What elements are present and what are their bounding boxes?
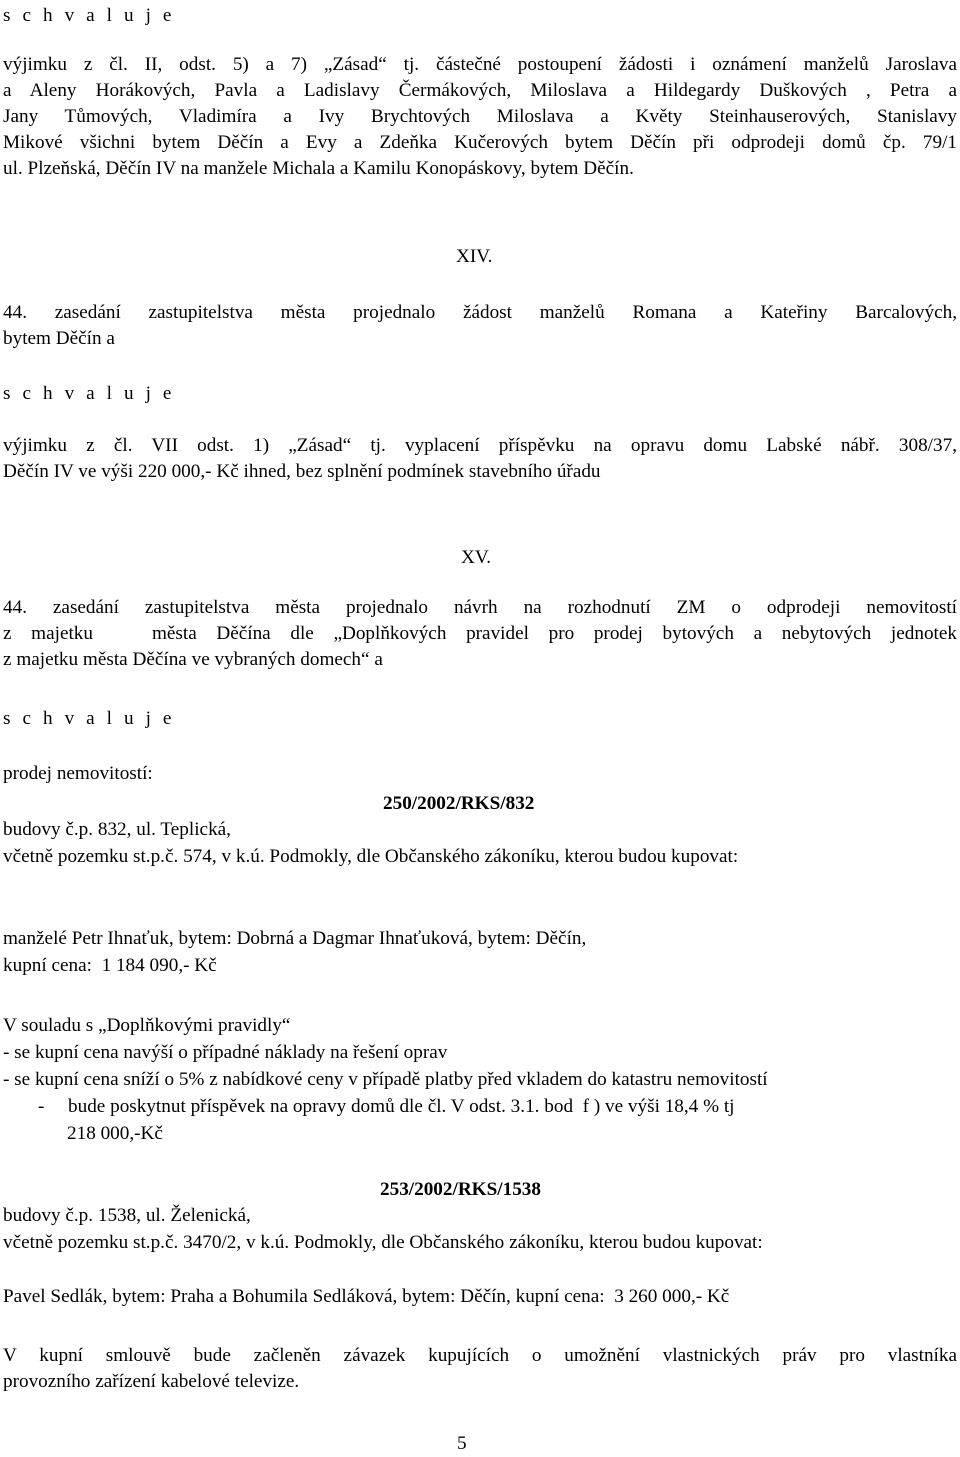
- schvaluje-label-top: s c h v a l u j e: [3, 5, 176, 26]
- property-2-reference: 253/2002/RKS/1538: [380, 1179, 541, 1200]
- property-1-reference: 250/2002/RKS/832: [383, 793, 535, 814]
- property-1-rule-1: - se kupní cena navýší o případné náklady na řešení oprav: [3, 1042, 448, 1063]
- property-1-price: kupní cena: 1 184 090,- Kč: [3, 955, 217, 976]
- section-xiv-intro: [3, 300, 957, 352]
- section-heading-xv: XV.: [461, 547, 492, 568]
- section-xiv-decision-line: Děčín IV ve výši 220 000,- Kč ihned, bez splnění podmínek stavebního úřadu: [3, 461, 601, 482]
- section-xv-intro: [3, 595, 957, 673]
- sale-label: prodej nemovitostí:: [3, 763, 153, 784]
- property-2-note: [3, 1343, 957, 1395]
- section-xv-intro-line: z majetku města Děčína dle „Doplňkových pravidel pro prodej bytových a nebytových jednotek: [3, 623, 957, 644]
- section-xiv-decision: [3, 433, 957, 485]
- section-xiv-decision-line: výjimku z čl. VII odst. 1) „Zásad“ tj. vyplacení příspěvku na opravu domu Labské nábř. 308/37,: [3, 435, 957, 456]
- property-1-buyers: manželé Petr Ihnaťuk, bytem: Dobrná a Dagmar Ihnaťuková, bytem: Děčín,: [3, 928, 587, 949]
- property-1-rule-3-amount: 218 000,-Kč: [67, 1123, 163, 1144]
- property-1-rule-3-text: bude poskytnut příspěvek na opravy domů dle čl. V odst. 3.1. bod f ) ve výši 18,4 % tj: [68, 1096, 735, 1117]
- schvaluje-label-xv: s c h v a l u j e: [3, 708, 176, 729]
- section-xv-intro-line: 44. zasedání zastupitelstva města projednalo návrh na rozhodnutí ZM o odprodeji nemovitostí: [3, 597, 957, 618]
- property-1-rule-2: - se kupní cena sníží o 5% z nabídkové ceny v případě platby před vkladem do katastru nemovitostí: [3, 1069, 768, 1090]
- schvaluje-label-xiv: s c h v a l u j e: [3, 383, 176, 404]
- page-number: 5: [457, 1433, 467, 1454]
- item-xiii-text: [3, 52, 957, 182]
- item-xiii-line: ul. Plzeňská, Děčín IV na manžele Michala a Kamilu Konopáskovy, bytem Děčín.: [3, 158, 634, 179]
- property-1-rules-intro: V souladu s „Doplňkovými pravidly“: [3, 1015, 291, 1036]
- property-1-building: budovy č.p. 832, ul. Teplická,: [3, 819, 231, 840]
- property-2-buyers: Pavel Sedlák, bytem: Praha a Bohumila Sedláková, bytem: Děčín, kupní cena: 3 260 000,- Kč: [3, 1286, 730, 1307]
- section-xiv-intro-line: 44. zasedání zastupitelstva města projednalo žádost manželů Romana a Kateřiny Barcalových,: [3, 302, 957, 323]
- item-xiii-line: výjimku z čl. II, odst. 5) a 7) „Zásad“ tj. částečné postoupení žádosti i oznámení manželů Jaroslava: [3, 54, 957, 75]
- section-xiv-intro-line: bytem Děčín a: [3, 328, 115, 349]
- section-heading-xiv: XIV.: [456, 246, 493, 267]
- bullet-dash: -: [38, 1096, 45, 1117]
- property-2-land: včetně pozemku st.p.č. 3470/2, v k.ú. Podmokly, dle Občanského zákoníku, kterou budou kupovat:: [3, 1232, 763, 1253]
- property-1-land: včetně pozemku st.p.č. 574, v k.ú. Podmokly, dle Občanského zákoníku, kterou budou kupovat:: [3, 846, 739, 867]
- property-2-building: budovy č.p. 1538, ul. Želenická,: [3, 1205, 251, 1226]
- section-xv-intro-line: z majetku města Děčína ve vybraných domech“ a: [3, 649, 383, 670]
- property-1-rule-3: [0, 1094, 960, 1120]
- property-2-note-line: V kupní smlouvě bude začleněn závazek kupujících o umožnění vlastnických práv pro vlastníka: [3, 1345, 957, 1366]
- item-xiii-line: a Aleny Horákových, Pavla a Ladislavy Čermákových, Miloslava a Hildegardy Duškových , Petra a: [3, 80, 957, 101]
- item-xiii-line: Jany Tůmových, Vladimíra a Ivy Brychtových Miloslava a Květy Steinhauserových, Stanislavy: [3, 106, 957, 127]
- item-xiii-line: Mikové všichni bytem Děčín a Evy a Zdeňka Kučerových bytem Děčín při odprodeji domů čp. 79/1: [3, 132, 957, 153]
- property-2-note-line: provozního zařízení kabelové televize.: [3, 1371, 300, 1392]
